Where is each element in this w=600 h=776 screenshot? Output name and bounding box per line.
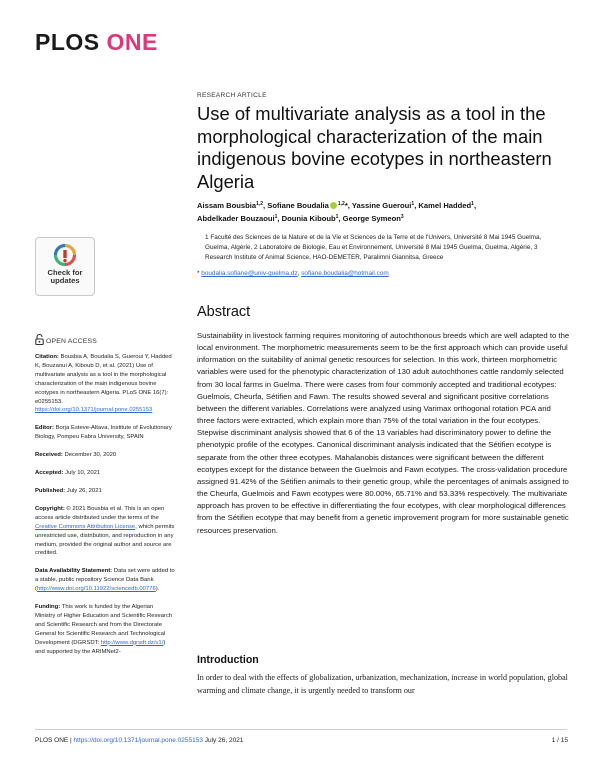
author-affiliation-marker: 1,2 (256, 201, 264, 207)
abstract-heading: Abstract (197, 304, 251, 320)
data-repository-link[interactable]: http://www.doi.org/10.11922/sciencedb.00776 (36, 586, 156, 593)
funding-label: Funding: (35, 604, 62, 611)
correspondence (197, 270, 567, 277)
copyright-block (35, 505, 175, 558)
author-affiliation-marker: 1 (274, 213, 278, 220)
author-name[interactable]: Aissam Bousbia (197, 201, 257, 210)
author-affiliation-marker: 1,2 (337, 201, 345, 207)
data-availability-block (35, 567, 175, 594)
accepted-date: July 10, 2021 (65, 470, 101, 477)
author-separator: , (338, 213, 343, 223)
author-name[interactable]: George Symeon (342, 213, 401, 223)
copyright-text-end: , which permits unrestricted use, distribution, and reproduction in any medium, provided the original author and source are credited. (35, 523, 175, 557)
author-affiliation-marker: 1 (471, 201, 474, 207)
logo-one: ONE (99, 29, 158, 55)
funding-block (35, 603, 175, 656)
accepted-label: Accepted: (35, 470, 66, 477)
introduction-text: In order to deal with the effects of globalization, urbanization, mechanization, increase in world population, global warming and climate change, it is urgently needed to transform our (197, 673, 568, 695)
received-date: December 30, 2020 (64, 452, 117, 459)
funding-link[interactable]: http://www.dgrsdt.dz/v1/ (100, 639, 164, 646)
data-availability-label: Data Availability Statement: (35, 568, 114, 575)
copyright-text: © 2021 Bousbia et al. This is an open access article distributed under the terms of the (35, 505, 165, 521)
footer-divider (35, 729, 567, 730)
data-availability-text: Data set were added to a stable, public repository Science Data Bank ( (35, 568, 175, 593)
funding-text: This work is funded by the Algerian Ministry of Higher Education and Scientific Research and Scientific Research and from the Directorate General for Scientific Research and Technological Development (DGRSDT: (35, 604, 173, 646)
author-name[interactable]: Dounia Kiboub (281, 213, 336, 223)
orcid-icon[interactable] (330, 202, 337, 209)
received-label: Received: (35, 452, 65, 459)
check-for-updates-badge[interactable] (35, 237, 95, 296)
published-date: July 26, 2021 (66, 487, 102, 494)
editor-block (35, 424, 175, 442)
citation-block (35, 353, 175, 415)
published-label: Published: (35, 487, 67, 494)
corresponding-author-marker: *, (344, 201, 352, 210)
abstract-text: Sustainability in livestock farming requires monitoring of autochthonous breeds which are well adapted to the local environment. The morphometric measurements seem to be the first approach which can provide useful information on the suitability of animal genetic resources for selection. In this work, thirteen morphometric variables were used for the phenotypic characterization of 130 adult autochthones cattle randomly selected from 30 local farms in Guelma. There were cases from four commonly accepted and traditional ecotypes: Guelmois, Cheurfa, Sétifien and Fawn. The results showed several and significant positive correlations between the different variables. Correlations were analyzed using Varimax orthogonal rotation PCA and three factors were extracted, which explain more than 75% of the total variation in the four ecotypes. Stepwise discriminant analysis showed that 6 of the 13 variables had discriminatory power to define the phenotypic profile of the ecotypes. Canonical discriminant analysis indicated that the Sétifien ecotype is separate from the other three ecotypes. Mahalanobis distances were significant between the different ecotypes except for the distance between the Guelmois and Fawn ecotypes. The cross-validation procedure assigned 91.42% of the Sétifien animals to their genetic group, while the percentages of animals assigned to the Cheurfa, Guelmois and Fawn ecotypes were 80.00%, 65.71% and 53.33% respectively. The multivariate approach has proven to be effective in differentiating the four ecotypes, with clear morphological differences from the Sétifien ecotype that may benefit from a genetic improvement program for more sustainable genetic resources preservation. (197, 331, 570, 535)
copyright-label: Copyright: (35, 505, 67, 512)
published-block (35, 487, 175, 496)
author-affiliation-marker: 1 (335, 213, 339, 220)
citation-label: Citation: (35, 354, 61, 360)
journal-logo[interactable] (35, 29, 158, 56)
open-access-lock-icon (35, 334, 44, 345)
footer-date: July 26, 2021 (202, 737, 244, 744)
author-separator: , (263, 201, 268, 210)
editor-label: Editor: (35, 425, 56, 432)
footer-doi-link[interactable]: https://doi.org/10.1371/journal.pone.0255153 (73, 737, 203, 744)
email-separator: , (297, 270, 302, 277)
author-separator: , (473, 201, 477, 210)
data-availability-text-end: ). (155, 586, 160, 593)
author-list (197, 199, 567, 225)
check-for-updates-label (36, 269, 94, 286)
author-name[interactable]: Yassine Gueroui (351, 201, 412, 210)
affiliations: 1 Faculté des Sciences de la Nature et de la Vie et Sciences de la Terre et de l'Univers, Université 8 Mai 1945 Guelma, Guelma, Algérie, 2 Laboratoire de Biologie, Eau et Environnement, Université 8 Mai 1945 Guelma, Guelma, Algérie, 3 Research Institute of Animal Science, HAO-DEMETER, Paralimni Giannitsa, Greece (205, 234, 542, 261)
accepted-block (35, 469, 175, 478)
author-name[interactable]: Abdelkader Bouzaoui (197, 213, 275, 223)
page-number: 1 / 15 (551, 737, 568, 744)
open-access-label: OPEN ACCESS (46, 338, 97, 345)
email-link[interactable]: sofiane.boudalia@hotmail.com (301, 270, 389, 277)
article-title: Use of multivariate analysis as a tool in the morphological characterization of the main indigenous bovine ecotypes in northeastern Algeria (197, 103, 552, 192)
article-type: RESEARCH ARTICLE (197, 92, 267, 99)
corresponding-marker: * (197, 270, 202, 277)
citation-text: Bousbia A, Boudalia S, Gueroui Y, Hadded K, Bouzaoui A, Kiboub D, et al. (2021) Use of multivariate analysis as a tool in the morphological characterization of the main indigenous bovine ecotypes in northeastern Algeria. PLoS ONE 16(7): e0255153. (35, 354, 172, 405)
author-affiliation-marker: 3 (400, 213, 404, 220)
footer-journal: PLOS ONE | (35, 737, 74, 744)
citation-doi-link[interactable]: https://doi.org/10.1371/journal.pone.0255153 (35, 407, 153, 414)
editor-text: Borja Esteve-Altava, Institute of Evolutionary Biology, Pompeu Fabra University, SPAIN (35, 425, 172, 441)
received-block (35, 451, 175, 460)
author-separator: , (414, 201, 419, 210)
badge-line-1: Check for (47, 268, 83, 277)
badge-line-2: updates (50, 276, 80, 286)
page-footer (35, 737, 243, 744)
funding-text-end: ) and supported by the ARIMNet2- (35, 639, 166, 655)
author-affiliation-marker: 1 (411, 201, 415, 207)
email-link[interactable]: boudalia.sofiane@univ-guelma.dz (201, 270, 298, 277)
logo-plos: PLOS (35, 29, 100, 55)
article-info-sidebar (35, 353, 175, 665)
check-for-updates-icon (53, 243, 77, 267)
license-link[interactable]: Creative Commons Attribution License (35, 523, 136, 530)
author-name[interactable]: Kamel Hadded (418, 201, 472, 210)
author-name[interactable]: Sofiane Boudalia (267, 201, 329, 210)
author-separator: , (277, 213, 282, 223)
open-access-indicator (35, 334, 97, 345)
introduction-heading: Introduction (197, 654, 259, 666)
